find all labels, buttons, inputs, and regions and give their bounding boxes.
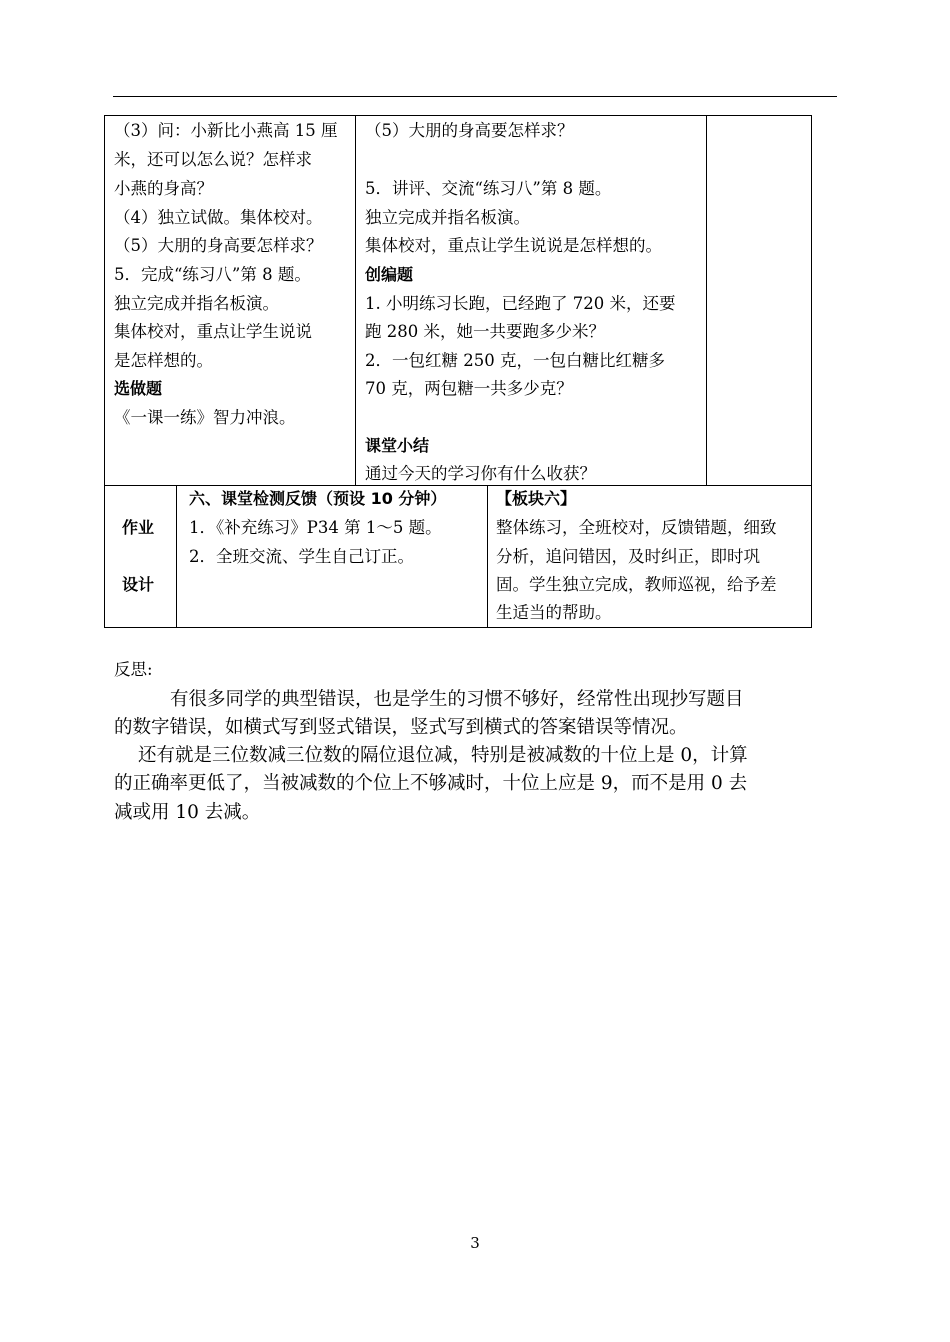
section-heading: 六、课堂检测反馈（预设 10 分钟） [189, 489, 447, 508]
homework-label-bottom: 设计 [122, 575, 155, 594]
text-line: 5．讲评、交流“练习八”第 8 题。 [365, 179, 612, 198]
lesson-table-homework [104, 485, 812, 628]
homework-content-cell [177, 486, 488, 627]
text-line: 独立完成并指名板演。 [114, 294, 279, 313]
text-line: 5．完成“练习八”第 8 题。 [114, 265, 311, 284]
text-line: 1. 小明练习长跑，已经跑了 720 米，还要 [365, 294, 676, 313]
section-heading: 选做题 [114, 379, 163, 398]
text-line: 固。学生独立完成，教师巡视，给予差 [496, 575, 777, 594]
text-line: 分析，追问错因，及时纠正，即时巩 [496, 547, 760, 566]
text-line: 1．《补充练习》P34 第 1～5 题。 [189, 518, 442, 537]
text-line: 集体校对，重点让学生说说是怎样想的。 [365, 236, 662, 255]
text-line: 跑 280 米，她一共要跑多少米？ [365, 322, 605, 341]
reflection-line: 的数字错误，如横式写到竖式错误，竖式写到横式的答案错误等情况。 [114, 717, 688, 738]
reflection-line: 减或用 10 去减。 [114, 802, 261, 823]
text-line: （5）大朋的身高要怎样求？ [365, 121, 574, 140]
section-heading: 课堂小结 [365, 436, 430, 455]
reflection-line: 还有就是三位数减三位数的隔位退位减，特别是被减数的十位上是 0，计算 [138, 745, 748, 766]
text-line: 生适当的帮助。 [496, 603, 612, 622]
text-line: 70 克，两包糖一共多少克？ [365, 379, 573, 398]
column-teacher-steps [105, 116, 356, 485]
text-line: 整体练习，全班校对，反馈错题，细致 [496, 518, 777, 537]
lesson-table-upper [104, 115, 812, 485]
text-line: 2．全班交流、学生自己订正。 [189, 547, 414, 566]
text-line: 2．一包红糖 250 克，一包白糖比红糖多 [365, 351, 665, 370]
text-line: （5）大朋的身高要怎样求？ [114, 236, 323, 255]
text-line: 通过今天的学习你有什么收获？ [365, 464, 596, 483]
text-line: 集体校对，重点让学生说说 [114, 322, 312, 341]
homework-label-cell [105, 486, 177, 627]
text-line: 是怎样想的。 [114, 351, 213, 370]
reflection-line: 有很多同学的典型错误，也是学生的习惯不够好，经常性出现抄写题目 [170, 689, 744, 710]
section-heading: 创编题 [365, 265, 414, 284]
text-line: （3）问：小新比小燕高 15 厘 [114, 121, 338, 140]
text-line: 米，还可以怎么说？怎样求 [114, 150, 312, 169]
homework-block-cell [488, 486, 811, 627]
text-line: 小燕的身高？ [114, 179, 213, 198]
text-line: （4）独立试做。集体校对。 [114, 208, 323, 227]
column-student-activities [356, 116, 707, 485]
reflection-line: 的正确率更低了，当被减数的个位上不够减时，十位上应是 9，而不是用 0 去 [114, 773, 748, 794]
reflection-heading: 反思: [114, 660, 153, 679]
homework-label-top: 作业 [122, 518, 155, 537]
header-rule [113, 96, 837, 97]
page-number: 3 [470, 1234, 480, 1252]
section-heading: 【板块六】 [496, 489, 577, 508]
text-line: 《一课一练》智力冲浪。 [114, 408, 296, 427]
column-notes [707, 116, 811, 485]
text-line: 独立完成并指名板演。 [365, 208, 530, 227]
